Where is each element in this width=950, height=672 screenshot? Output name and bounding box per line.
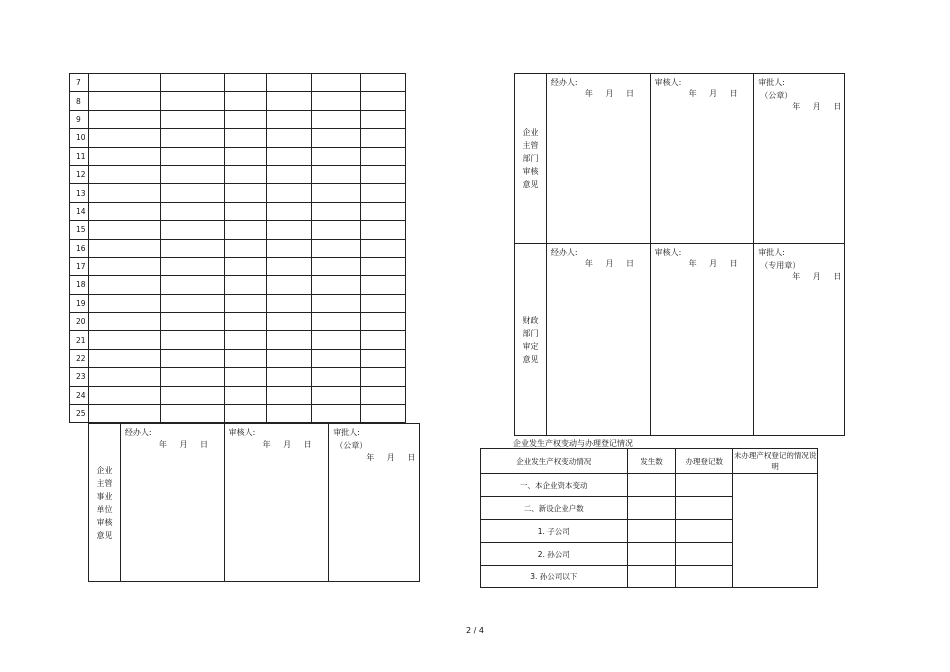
approver-label: 审批人: [333, 428, 360, 437]
blank-cell [160, 221, 224, 239]
blank-cell [160, 405, 224, 423]
blank-cell [361, 349, 406, 367]
blank-cell [88, 165, 160, 183]
blank-cell [224, 110, 267, 128]
unregistered-note-cell [733, 474, 818, 588]
row-number: 14 [70, 202, 89, 220]
blank-cell [312, 165, 361, 183]
blank-cell [312, 129, 361, 147]
occurred-cell [627, 520, 676, 543]
blank-cell [224, 331, 267, 349]
table-row [70, 386, 406, 404]
table-row [70, 368, 406, 386]
table-row [70, 331, 406, 349]
blank-cell [160, 276, 224, 294]
dept-approver-cell [754, 74, 845, 244]
blank-cell [361, 221, 406, 239]
property-change-table [480, 448, 818, 588]
row-number: 16 [70, 239, 89, 257]
blank-cell [88, 202, 160, 220]
blank-cell [361, 92, 406, 110]
blank-cell [361, 368, 406, 386]
reviewer-label: 审核人: [228, 428, 256, 437]
date-line: 年 月 日 [792, 102, 842, 111]
blank-cell [160, 147, 224, 165]
blank-cell [160, 386, 224, 404]
blank-cell [88, 386, 160, 404]
blank-cell [160, 239, 224, 257]
blank-cell [88, 110, 160, 128]
blank-cell [267, 129, 312, 147]
blank-cell [224, 184, 267, 202]
table-row [70, 294, 406, 312]
blank-cell [361, 276, 406, 294]
date-line: 年 月 日 [688, 259, 738, 268]
blank-cell [88, 74, 160, 92]
handler-signature-cell [120, 424, 224, 582]
header-registered: 办理登记数 [676, 449, 733, 474]
blank-cell [224, 313, 267, 331]
blank-cell [312, 147, 361, 165]
page-number: 2 / 4 [466, 626, 484, 635]
blank-cell [224, 368, 267, 386]
registered-cell [676, 520, 733, 543]
occurred-cell [627, 566, 676, 588]
blank-cell [267, 405, 312, 423]
blank-cell [224, 239, 267, 257]
blank-cell [160, 129, 224, 147]
blank-cell [267, 202, 312, 220]
blank-cell [88, 294, 160, 312]
blank-cell [160, 165, 224, 183]
registered-cell [676, 474, 733, 497]
approver-signature-cell [329, 424, 420, 582]
blank-cell [267, 165, 312, 183]
blank-cell [312, 74, 361, 92]
blank-cell [267, 110, 312, 128]
row-number: 18 [70, 276, 89, 294]
blank-cell [312, 202, 361, 220]
row-number: 8 [70, 92, 89, 110]
blank-cell [312, 239, 361, 257]
blank-cell [312, 110, 361, 128]
row-label: 一、本企业资本变动 [481, 474, 628, 497]
row-number: 12 [70, 165, 89, 183]
blank-cell [160, 184, 224, 202]
blank-cell [224, 349, 267, 367]
finance-handler-cell [546, 244, 650, 436]
blank-cell [88, 313, 160, 331]
row-label: 2. 孙公司 [481, 543, 628, 566]
dept-handler-cell [546, 74, 650, 244]
row-number: 19 [70, 294, 89, 312]
blank-cell [267, 386, 312, 404]
table-row [70, 349, 406, 367]
blank-cell [224, 405, 267, 423]
blank-cell [267, 331, 312, 349]
blank-cell [224, 165, 267, 183]
blank-cell [312, 368, 361, 386]
handler-label: 经办人: [550, 78, 578, 87]
row-label: 3. 孙公司以下 [481, 566, 628, 588]
blank-cell [312, 92, 361, 110]
row-number: 17 [70, 257, 89, 275]
reviewer-signature-cell [224, 424, 329, 582]
finance-review-label: 财政 部门 审定 意见 [515, 244, 547, 436]
table-row [70, 257, 406, 275]
blank-cell [267, 92, 312, 110]
blank-cell [267, 184, 312, 202]
blank-cell [361, 202, 406, 220]
numbered-row-grid [69, 73, 406, 423]
blank-cell [224, 147, 267, 165]
row-number: 22 [70, 349, 89, 367]
blank-cell [312, 405, 361, 423]
seal-note: （公章） [760, 91, 793, 100]
blank-cell [267, 221, 312, 239]
blank-cell [160, 110, 224, 128]
blank-cell [312, 331, 361, 349]
blank-cell [267, 257, 312, 275]
blank-cell [224, 386, 267, 404]
row-number: 21 [70, 331, 89, 349]
table-row [70, 221, 406, 239]
blank-cell [88, 257, 160, 275]
approver-label: 审批人: [758, 78, 785, 87]
blank-cell [88, 368, 160, 386]
blank-cell [361, 74, 406, 92]
blank-cell [361, 313, 406, 331]
table-row [70, 92, 406, 110]
blank-cell [88, 239, 160, 257]
row-number: 13 [70, 184, 89, 202]
dept-finance-review-block [514, 73, 845, 436]
blank-cell [88, 331, 160, 349]
blank-cell [312, 386, 361, 404]
blank-cell [160, 368, 224, 386]
blank-cell [88, 349, 160, 367]
approver-label: 审批人: [758, 248, 785, 257]
supervisor-unit-review-block [88, 423, 420, 582]
blank-cell [88, 184, 160, 202]
blank-cell [361, 147, 406, 165]
blank-cell [160, 331, 224, 349]
blank-cell [361, 331, 406, 349]
blank-cell [160, 294, 224, 312]
table-row [70, 276, 406, 294]
blank-cell [267, 276, 312, 294]
blank-cell [224, 257, 267, 275]
blank-cell [361, 386, 406, 404]
table-row [70, 202, 406, 220]
seal-note: （专用章） [760, 261, 801, 270]
blank-cell [88, 147, 160, 165]
supervisor-review-label: 企业 主管 事业 单位 审核 意见 [89, 424, 121, 582]
table-row [70, 110, 406, 128]
blank-cell [88, 276, 160, 294]
header-occurred: 发生数 [627, 449, 676, 474]
blank-cell [267, 74, 312, 92]
blank-cell [361, 257, 406, 275]
blank-cell [224, 221, 267, 239]
blank-cell [224, 294, 267, 312]
header-change-item: 企业发生产权变动情况 [481, 449, 628, 474]
finance-approver-cell [754, 244, 845, 436]
row-number: 24 [70, 386, 89, 404]
blank-cell [160, 257, 224, 275]
date-line: 年 月 日 [584, 89, 635, 98]
occurred-cell [627, 543, 676, 566]
blank-cell [224, 92, 267, 110]
blank-cell [361, 110, 406, 128]
blank-cell [160, 349, 224, 367]
table-row [70, 405, 406, 423]
header-unregistered-note: 未办理产权登记的情况说明 [733, 449, 818, 474]
reviewer-label: 审核人: [654, 78, 682, 87]
handler-label: 经办人: [124, 428, 152, 437]
blank-cell [160, 74, 224, 92]
blank-cell [312, 349, 361, 367]
row-number: 25 [70, 405, 89, 423]
blank-cell [361, 184, 406, 202]
blank-cell [361, 405, 406, 423]
blank-cell [361, 294, 406, 312]
table-row [70, 129, 406, 147]
row-number: 7 [70, 74, 89, 92]
blank-cell [160, 92, 224, 110]
blank-cell [312, 313, 361, 331]
registered-cell [676, 543, 733, 566]
date-line: 年 月 日 [366, 453, 416, 462]
occurred-cell [627, 497, 676, 520]
row-label: 1. 子公司 [481, 520, 628, 543]
date-line: 年 月 日 [262, 440, 312, 449]
blank-cell [361, 165, 406, 183]
blank-cell [312, 184, 361, 202]
blank-cell [267, 147, 312, 165]
blank-cell [224, 74, 267, 92]
blank-cell [267, 239, 312, 257]
table-row [70, 74, 406, 92]
date-line: 年 月 日 [688, 89, 738, 98]
blank-cell [267, 349, 312, 367]
registered-cell [676, 497, 733, 520]
blank-cell [267, 313, 312, 331]
blank-cell [267, 294, 312, 312]
row-number: 9 [70, 110, 89, 128]
handler-label: 经办人: [550, 248, 578, 257]
blank-cell [160, 202, 224, 220]
date-line: 年 月 日 [792, 272, 842, 281]
blank-cell [224, 202, 267, 220]
date-line: 年 月 日 [584, 259, 635, 268]
registered-cell [676, 566, 733, 588]
blank-cell [267, 368, 312, 386]
reviewer-label: 审核人: [654, 248, 682, 257]
blank-cell [88, 129, 160, 147]
blank-cell [224, 129, 267, 147]
blank-cell [312, 221, 361, 239]
blank-cell [312, 276, 361, 294]
row-number: 15 [70, 221, 89, 239]
blank-cell [88, 221, 160, 239]
table-row [70, 184, 406, 202]
blank-cell [361, 239, 406, 257]
table-row [70, 313, 406, 331]
row-number: 10 [70, 129, 89, 147]
dept-reviewer-cell [650, 74, 754, 244]
occurred-cell [627, 474, 676, 497]
row-number: 20 [70, 313, 89, 331]
blank-cell [88, 92, 160, 110]
blank-cell [312, 257, 361, 275]
row-number: 11 [70, 147, 89, 165]
date-line: 年 月 日 [158, 440, 209, 449]
property-change-caption: 企业发生产权变动与办理登记情况 [513, 439, 633, 448]
row-number: 23 [70, 368, 89, 386]
seal-note: （公章） [335, 441, 368, 450]
blank-cell [160, 313, 224, 331]
table-row [70, 239, 406, 257]
dept-review-label: 企业 主管 部门 审核 意见 [515, 74, 547, 244]
blank-cell [312, 294, 361, 312]
blank-cell [361, 129, 406, 147]
table-row [70, 147, 406, 165]
finance-reviewer-cell [650, 244, 754, 436]
table-row [70, 165, 406, 183]
blank-cell [224, 276, 267, 294]
row-label: 二、新设企业户数 [481, 497, 628, 520]
blank-cell [88, 405, 160, 423]
